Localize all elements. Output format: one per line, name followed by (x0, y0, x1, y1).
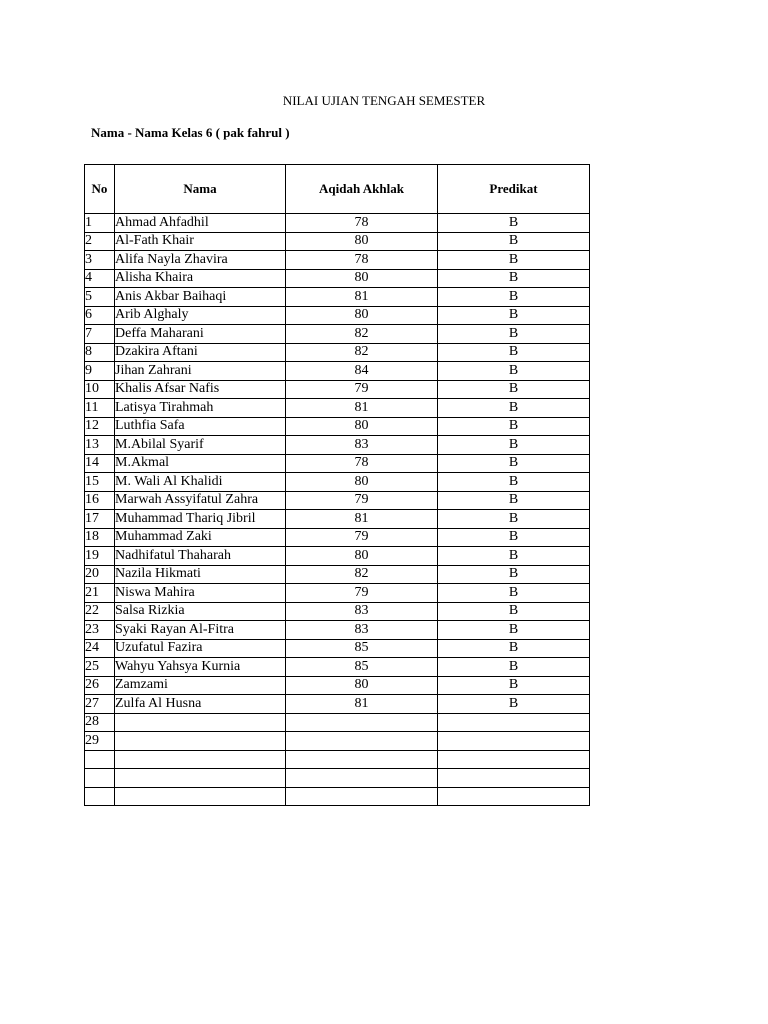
student-predicate (438, 713, 590, 732)
student-name: Zulfa Al Husna (115, 695, 286, 714)
student-predicate: B (438, 565, 590, 584)
table-row (85, 639, 590, 658)
student-name (115, 732, 286, 751)
row-number: 3 (85, 251, 115, 270)
student-score (286, 732, 438, 751)
student-predicate: B (438, 399, 590, 418)
row-number: 16 (85, 491, 115, 510)
student-score: 80 (286, 232, 438, 251)
table-row (85, 787, 590, 806)
student-predicate: B (438, 510, 590, 529)
student-score: 82 (286, 325, 438, 344)
student-name (115, 787, 286, 806)
row-number: 9 (85, 362, 115, 381)
class-subtitle: Nama - Nama Kelas 6 ( pak fahrul ) (91, 125, 290, 140)
table-row (85, 306, 590, 325)
student-predicate (438, 787, 590, 806)
student-score: 80 (286, 547, 438, 566)
row-number: 13 (85, 436, 115, 455)
student-predicate (438, 732, 590, 751)
student-name: Muhammad Zaki (115, 528, 286, 547)
table-row (85, 621, 590, 640)
row-number (85, 750, 115, 769)
row-number: 21 (85, 584, 115, 603)
student-name: Anis Akbar Baihaqi (115, 288, 286, 307)
student-predicate: B (438, 269, 590, 288)
student-score: 81 (286, 695, 438, 714)
student-score (286, 769, 438, 788)
student-name: Syaki Rayan Al-Fitra (115, 621, 286, 640)
table-row (85, 769, 590, 788)
student-score: 78 (286, 251, 438, 270)
student-name: Nadhifatul Thaharah (115, 547, 286, 566)
student-score: 83 (286, 621, 438, 640)
student-score (286, 787, 438, 806)
student-predicate: B (438, 528, 590, 547)
student-name: Zamzami (115, 676, 286, 695)
row-number: 25 (85, 658, 115, 677)
table-row (85, 269, 590, 288)
table-row (85, 750, 590, 769)
table-row (85, 232, 590, 251)
student-score: 78 (286, 454, 438, 473)
table-row (85, 528, 590, 547)
table-row (85, 473, 590, 492)
row-number: 28 (85, 713, 115, 732)
table-row (85, 676, 590, 695)
student-predicate: B (438, 380, 590, 399)
row-number: 24 (85, 639, 115, 658)
table-row (85, 362, 590, 381)
student-score: 79 (286, 491, 438, 510)
grades-table (84, 164, 590, 806)
student-name (115, 713, 286, 732)
student-score: 81 (286, 510, 438, 529)
table-row (85, 658, 590, 677)
student-predicate: B (438, 639, 590, 658)
table-row (85, 602, 590, 621)
document-title: NILAI UJIAN TENGAH SEMESTER (282, 93, 486, 108)
student-name: Ahmad Ahfadhil (115, 214, 286, 233)
row-number (85, 787, 115, 806)
table-row (85, 288, 590, 307)
student-score: 85 (286, 639, 438, 658)
table-row (85, 343, 590, 362)
student-score: 79 (286, 528, 438, 547)
student-score: 81 (286, 288, 438, 307)
row-number (85, 769, 115, 788)
student-name: Deffa Maharani (115, 325, 286, 344)
student-score: 80 (286, 417, 438, 436)
row-number: 7 (85, 325, 115, 344)
student-predicate: B (438, 658, 590, 677)
student-name: Niswa Mahira (115, 584, 286, 603)
student-predicate: B (438, 621, 590, 640)
row-number: 17 (85, 510, 115, 529)
row-number: 8 (85, 343, 115, 362)
student-predicate: B (438, 436, 590, 455)
row-number: 18 (85, 528, 115, 547)
student-score: 81 (286, 399, 438, 418)
row-number: 19 (85, 547, 115, 566)
student-score (286, 750, 438, 769)
student-predicate: B (438, 288, 590, 307)
student-name: Wahyu Yahsya Kurnia (115, 658, 286, 677)
student-name: M. Wali Al Khalidi (115, 473, 286, 492)
student-name: Dzakira Aftani (115, 343, 286, 362)
row-number: 5 (85, 288, 115, 307)
header-score: Aqidah Akhlak (286, 165, 438, 214)
student-predicate: B (438, 214, 590, 233)
table-row (85, 325, 590, 344)
table-row (85, 436, 590, 455)
table-row (85, 713, 590, 732)
student-name: Marwah Assyifatul Zahra (115, 491, 286, 510)
student-predicate: B (438, 676, 590, 695)
student-name (115, 750, 286, 769)
row-number: 14 (85, 454, 115, 473)
row-number: 23 (85, 621, 115, 640)
row-number: 4 (85, 269, 115, 288)
table-body (85, 214, 590, 806)
table-row (85, 732, 590, 751)
student-predicate: B (438, 454, 590, 473)
row-number: 22 (85, 602, 115, 621)
student-predicate: B (438, 325, 590, 344)
table-row (85, 454, 590, 473)
student-predicate: B (438, 251, 590, 270)
student-name: Salsa Rizkia (115, 602, 286, 621)
student-predicate: B (438, 306, 590, 325)
student-predicate: B (438, 232, 590, 251)
student-score: 80 (286, 306, 438, 325)
header-name: Nama (115, 165, 286, 214)
student-score: 85 (286, 658, 438, 677)
student-name: Luthfia Safa (115, 417, 286, 436)
student-name: M.Akmal (115, 454, 286, 473)
row-number: 6 (85, 306, 115, 325)
table-row (85, 510, 590, 529)
row-number: 2 (85, 232, 115, 251)
student-score: 80 (286, 269, 438, 288)
student-name: Jihan Zahrani (115, 362, 286, 381)
student-name: Alifa Nayla Zhavira (115, 251, 286, 270)
row-number: 20 (85, 565, 115, 584)
student-name: Arib Alghaly (115, 306, 286, 325)
student-predicate: B (438, 602, 590, 621)
table-row (85, 547, 590, 566)
student-score: 82 (286, 565, 438, 584)
table-row (85, 251, 590, 270)
student-score: 80 (286, 676, 438, 695)
student-name: Muhammad Thariq Jibril (115, 510, 286, 529)
student-score: 84 (286, 362, 438, 381)
table-row (85, 214, 590, 233)
student-predicate: B (438, 584, 590, 603)
student-predicate (438, 769, 590, 788)
student-score (286, 713, 438, 732)
student-name: Latisya Tirahmah (115, 399, 286, 418)
row-number: 29 (85, 732, 115, 751)
student-predicate: B (438, 417, 590, 436)
student-predicate: B (438, 473, 590, 492)
student-predicate: B (438, 343, 590, 362)
student-predicate: B (438, 491, 590, 510)
student-score: 80 (286, 473, 438, 492)
student-name: Uzufatul Fazira (115, 639, 286, 658)
header-predicate: Predikat (438, 165, 590, 214)
student-name: Nazila Hikmati (115, 565, 286, 584)
student-name: M.Abilal Syarif (115, 436, 286, 455)
row-number: 15 (85, 473, 115, 492)
header-no: No (85, 165, 115, 214)
table-row (85, 491, 590, 510)
table-row (85, 584, 590, 603)
student-predicate (438, 750, 590, 769)
row-number: 10 (85, 380, 115, 399)
student-score: 83 (286, 602, 438, 621)
student-name: Al-Fath Khair (115, 232, 286, 251)
student-score: 78 (286, 214, 438, 233)
student-score: 79 (286, 380, 438, 399)
table-row (85, 565, 590, 584)
row-number: 11 (85, 399, 115, 418)
table-row (85, 380, 590, 399)
student-predicate: B (438, 695, 590, 714)
row-number: 12 (85, 417, 115, 436)
student-predicate: B (438, 362, 590, 381)
student-name: Alisha Khaira (115, 269, 286, 288)
student-score: 83 (286, 436, 438, 455)
student-score: 79 (286, 584, 438, 603)
row-number: 27 (85, 695, 115, 714)
student-name: Khalis Afsar Nafis (115, 380, 286, 399)
row-number: 26 (85, 676, 115, 695)
table-row (85, 399, 590, 418)
student-name (115, 769, 286, 788)
table-row (85, 695, 590, 714)
student-predicate: B (438, 547, 590, 566)
row-number: 1 (85, 214, 115, 233)
table-header-row (85, 165, 590, 214)
table-row (85, 417, 590, 436)
student-score: 82 (286, 343, 438, 362)
